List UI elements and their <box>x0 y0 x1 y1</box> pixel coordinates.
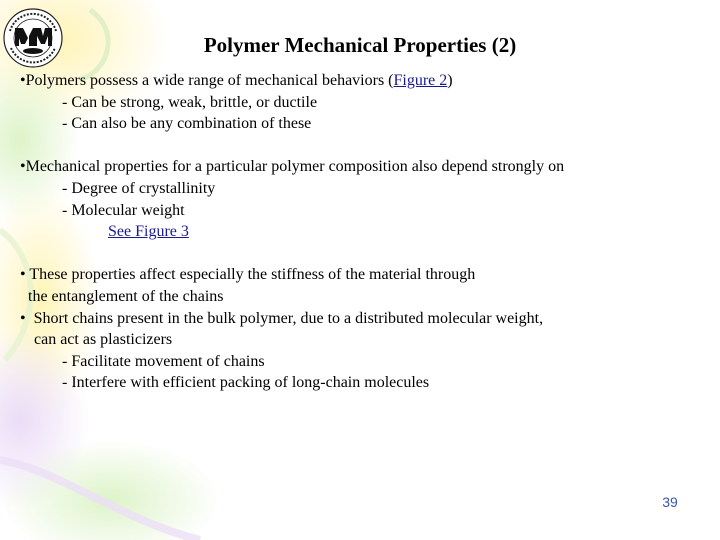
bullet-composition: •Mechanical properties for a particular polymer composition also depend strongly on <box>20 158 565 176</box>
university-seal-icon <box>2 6 64 70</box>
slide-title: Polymer Mechanical Properties (2) <box>203 33 517 57</box>
bullet-stiffness-cont: the entanglement of the chains <box>28 287 224 305</box>
page-number: 39 <box>662 494 678 510</box>
bullet-mechanical-behaviors <box>20 70 700 92</box>
sub-item-interfere: - Interfere with efficient packing of long-chain molecules <box>62 374 430 392</box>
slide-body <box>20 70 700 394</box>
bullet-text: •Polymers possess a wide range of mechanical behaviors ( <box>20 72 394 89</box>
sub-item-facilitate: - Facilitate movement of chains <box>62 352 265 370</box>
figure-2-link[interactable]: Figure 2 <box>393 72 448 89</box>
figure-3-line <box>20 221 700 243</box>
sub-item-crystallinity: - Degree of crystallinity <box>62 179 216 197</box>
bullet-stiffness: • These properties affect especially the stiffness of the material through <box>20 266 476 284</box>
sub-item-molecular-weight: - Molecular weight <box>62 201 185 219</box>
sub-item-strong-weak: - Can be strong, weak, brittle, or ductile <box>62 93 318 111</box>
bullet-text-end: ) <box>447 72 453 89</box>
sub-item-combination: - Can also be any combination of these <box>62 115 312 133</box>
bullet-short-chains-cont: can act as plasticizers <box>34 331 173 349</box>
bullet-short-chains: • Short chains present in the bulk polymer, due to a distributed molecular weight, <box>20 309 544 327</box>
figure-3-link[interactable]: See Figure 3 <box>108 223 189 241</box>
